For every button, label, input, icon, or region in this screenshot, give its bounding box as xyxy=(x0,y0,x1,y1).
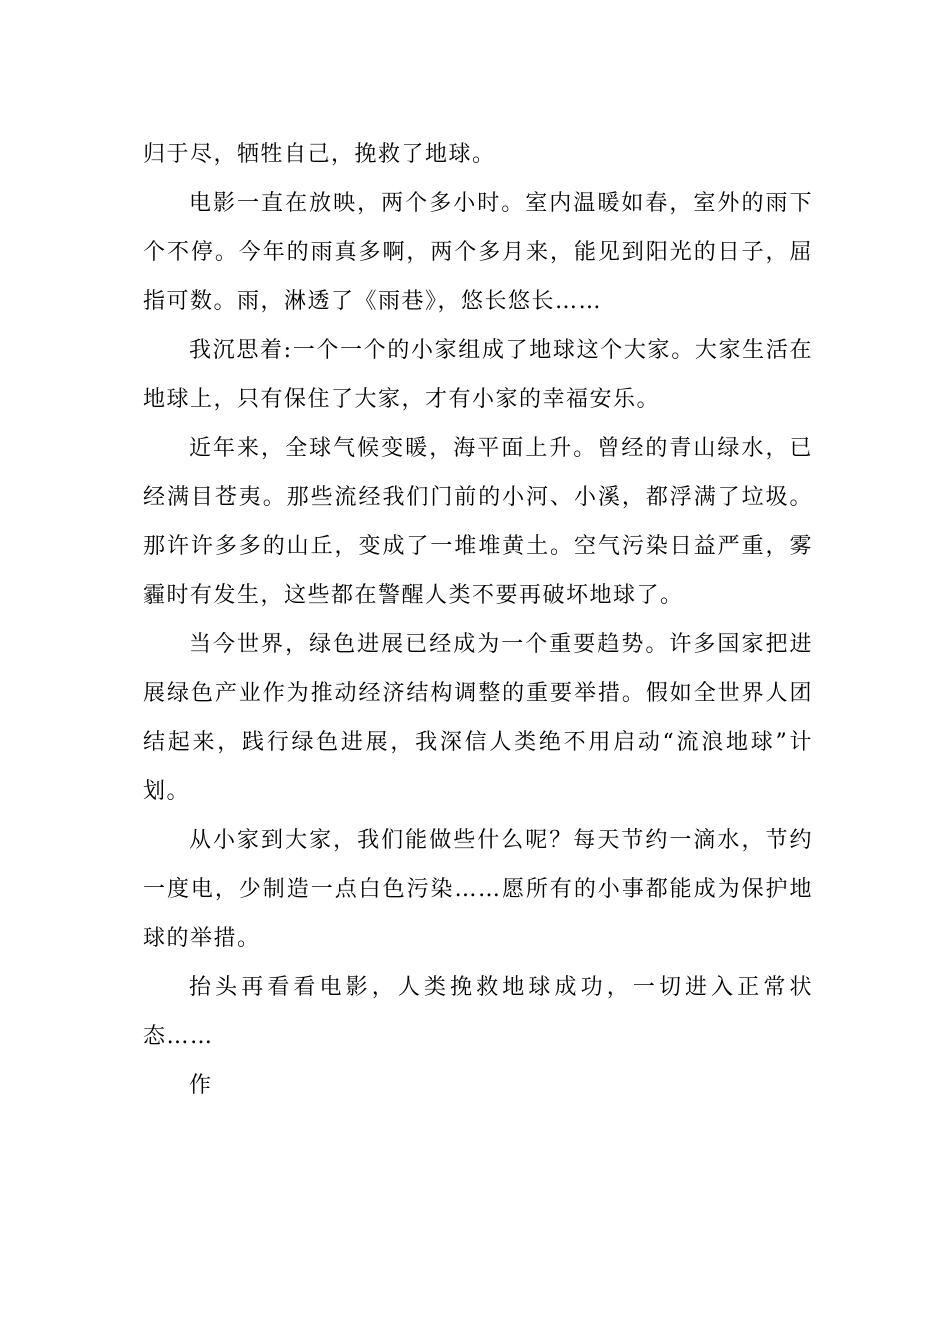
paragraph-5: 当今世界，绿色进展已经成为一个重要趋势。许多国家把进展绿色产业作为推动经济结构调整的重要举措。假如全世界人团结起来，践行绿色进展，我深信人类绝不用启动“流浪地球”计划。 xyxy=(143,632,813,804)
paragraph-6: 从小家到大家，我们能做些什么呢？每天节约一滴水，节约一度电，少制造一点白色污染……愿所有的小事都能成为保护地球的举措。 xyxy=(143,828,813,951)
document-body xyxy=(143,130,813,1110)
paragraph-3: 我沉思着:一个一个的小家组成了地球这个大家。大家生活在地球上，只有保住了大家，才有小家的幸福安乐。 xyxy=(143,338,813,412)
paragraph-4: 近年来，全球气候变暖，海平面上升。曾经的青山绿水，已经满目苍夷。那些流经我们门前的小河、小溪，都浮满了垃圾。那许许多多的山丘，变成了一堆堆黄土。空气污染日益严重，雾霾时有发生，这些都在警醒人类不要再破坏地球了。 xyxy=(143,436,813,608)
paragraph-2: 电影一直在放映，两个多小时。室内温暖如春，室外的雨下个不停。今年的雨真多啊，两个多月来，能见到阳光的日子，屈指可数。雨，淋透了《雨巷》，悠长悠长…… xyxy=(143,191,813,314)
paragraph-8: 作 xyxy=(189,1073,213,1098)
paragraph-7: 抬头再看看电影，人类挽救地球成功，一切进入正常状态…… xyxy=(143,975,813,1049)
paragraph-1: 归于尽，牺牲自己，挽救了地球。 xyxy=(143,142,496,167)
